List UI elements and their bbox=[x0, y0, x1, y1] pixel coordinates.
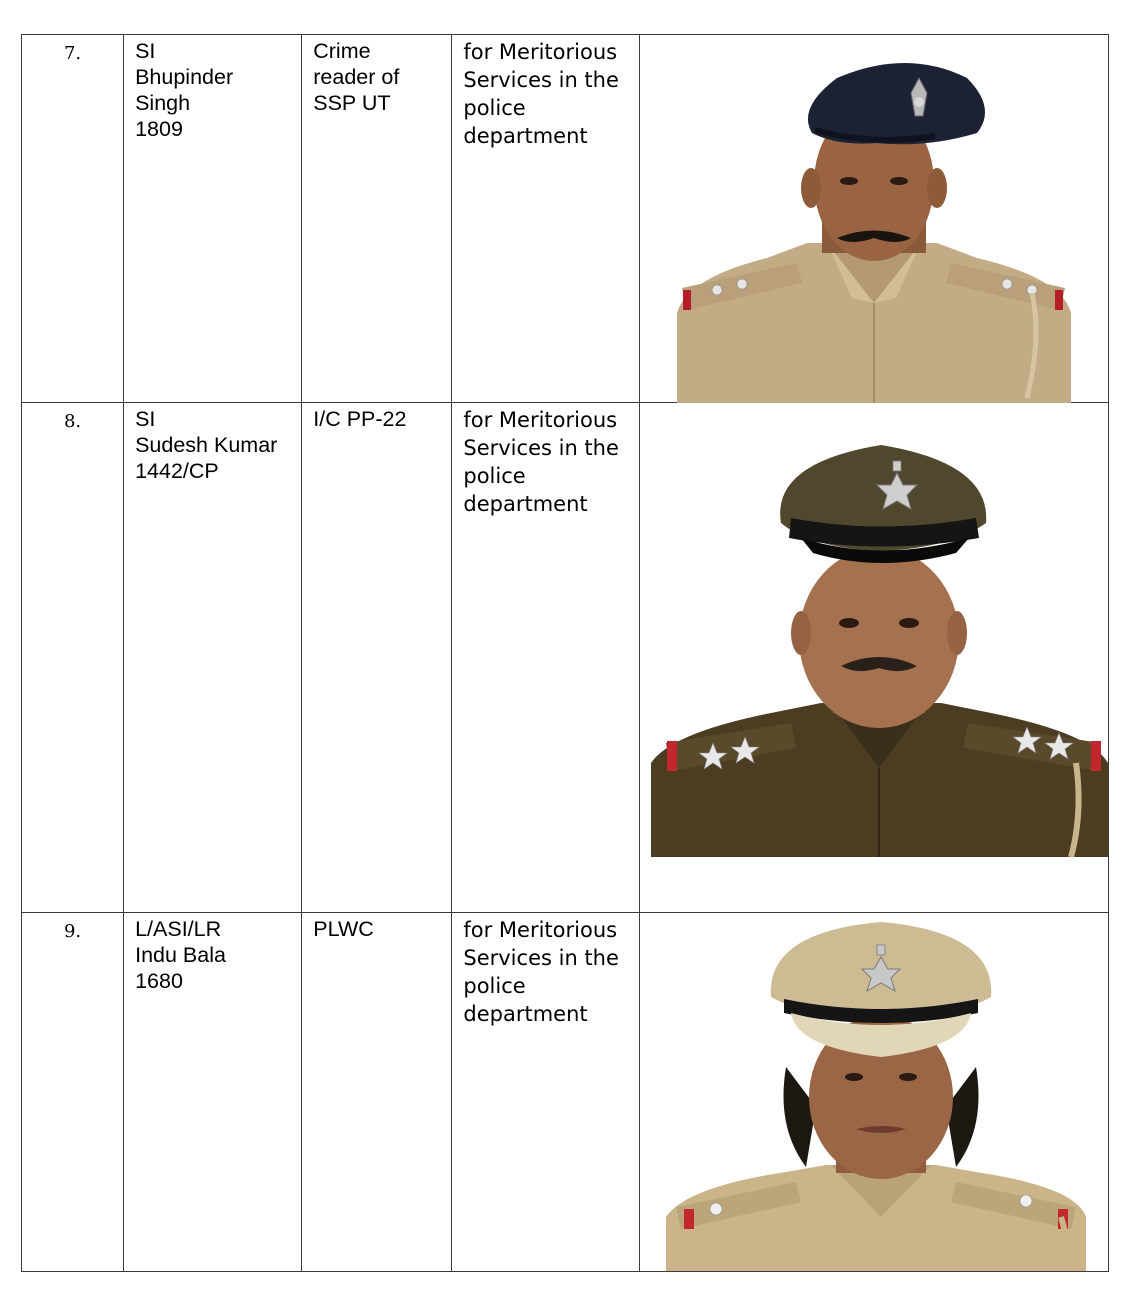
photo-cell bbox=[639, 403, 1108, 913]
award-reason: for Meritorious Services in the police department bbox=[463, 918, 619, 1026]
name-line: 1442/CP bbox=[135, 459, 219, 483]
name-line: 1680 bbox=[135, 969, 183, 993]
awards-table bbox=[21, 34, 1109, 1272]
officer-name bbox=[124, 35, 301, 142]
serial-cell bbox=[22, 35, 124, 403]
officer-photo bbox=[677, 38, 1071, 403]
reason-cell bbox=[452, 403, 639, 913]
officer-photo bbox=[666, 917, 1086, 1271]
award-reason: for Meritorious Services in the police department bbox=[463, 408, 619, 516]
officer-name bbox=[124, 403, 301, 484]
serial-cell bbox=[22, 913, 124, 1272]
name-cell bbox=[124, 35, 302, 403]
serial-number: 9. bbox=[63, 921, 82, 942]
name-line: Sudesh Kumar bbox=[135, 433, 278, 457]
posting-line: PLWC bbox=[313, 917, 374, 941]
name-cell bbox=[124, 913, 302, 1272]
serial-number: 8. bbox=[63, 411, 82, 432]
reason-cell bbox=[452, 35, 639, 403]
serial-cell bbox=[22, 403, 124, 913]
table-row bbox=[22, 403, 1109, 913]
name-line: Indu Bala bbox=[135, 943, 226, 967]
posting bbox=[302, 35, 451, 116]
name-cell bbox=[124, 403, 302, 913]
reason-cell bbox=[452, 913, 639, 1272]
photo-cell bbox=[639, 913, 1108, 1272]
award-reason: for Meritorious Services in the police department bbox=[463, 40, 619, 148]
name-line: L/ASI/LR bbox=[135, 917, 222, 941]
officer-name bbox=[124, 913, 301, 994]
posting-line: Crime bbox=[313, 39, 371, 63]
posting-line: I/C PP-22 bbox=[313, 407, 407, 431]
name-line: SI bbox=[135, 39, 156, 63]
posting bbox=[302, 403, 451, 432]
posting-cell bbox=[302, 35, 452, 403]
officer-photo bbox=[651, 423, 1108, 857]
table-row bbox=[22, 913, 1109, 1272]
posting-cell bbox=[302, 403, 452, 913]
name-line: Bhupinder bbox=[135, 65, 234, 89]
table-row bbox=[22, 35, 1109, 403]
posting-line: reader of bbox=[313, 65, 400, 89]
name-line: SI bbox=[135, 407, 156, 431]
posting-cell bbox=[302, 913, 452, 1272]
name-line: 1809 bbox=[135, 117, 183, 141]
posting bbox=[302, 913, 451, 942]
posting-line: SSP UT bbox=[313, 91, 391, 115]
photo-cell bbox=[639, 35, 1108, 403]
serial-number: 7. bbox=[63, 43, 82, 64]
name-line: Singh bbox=[135, 91, 191, 115]
